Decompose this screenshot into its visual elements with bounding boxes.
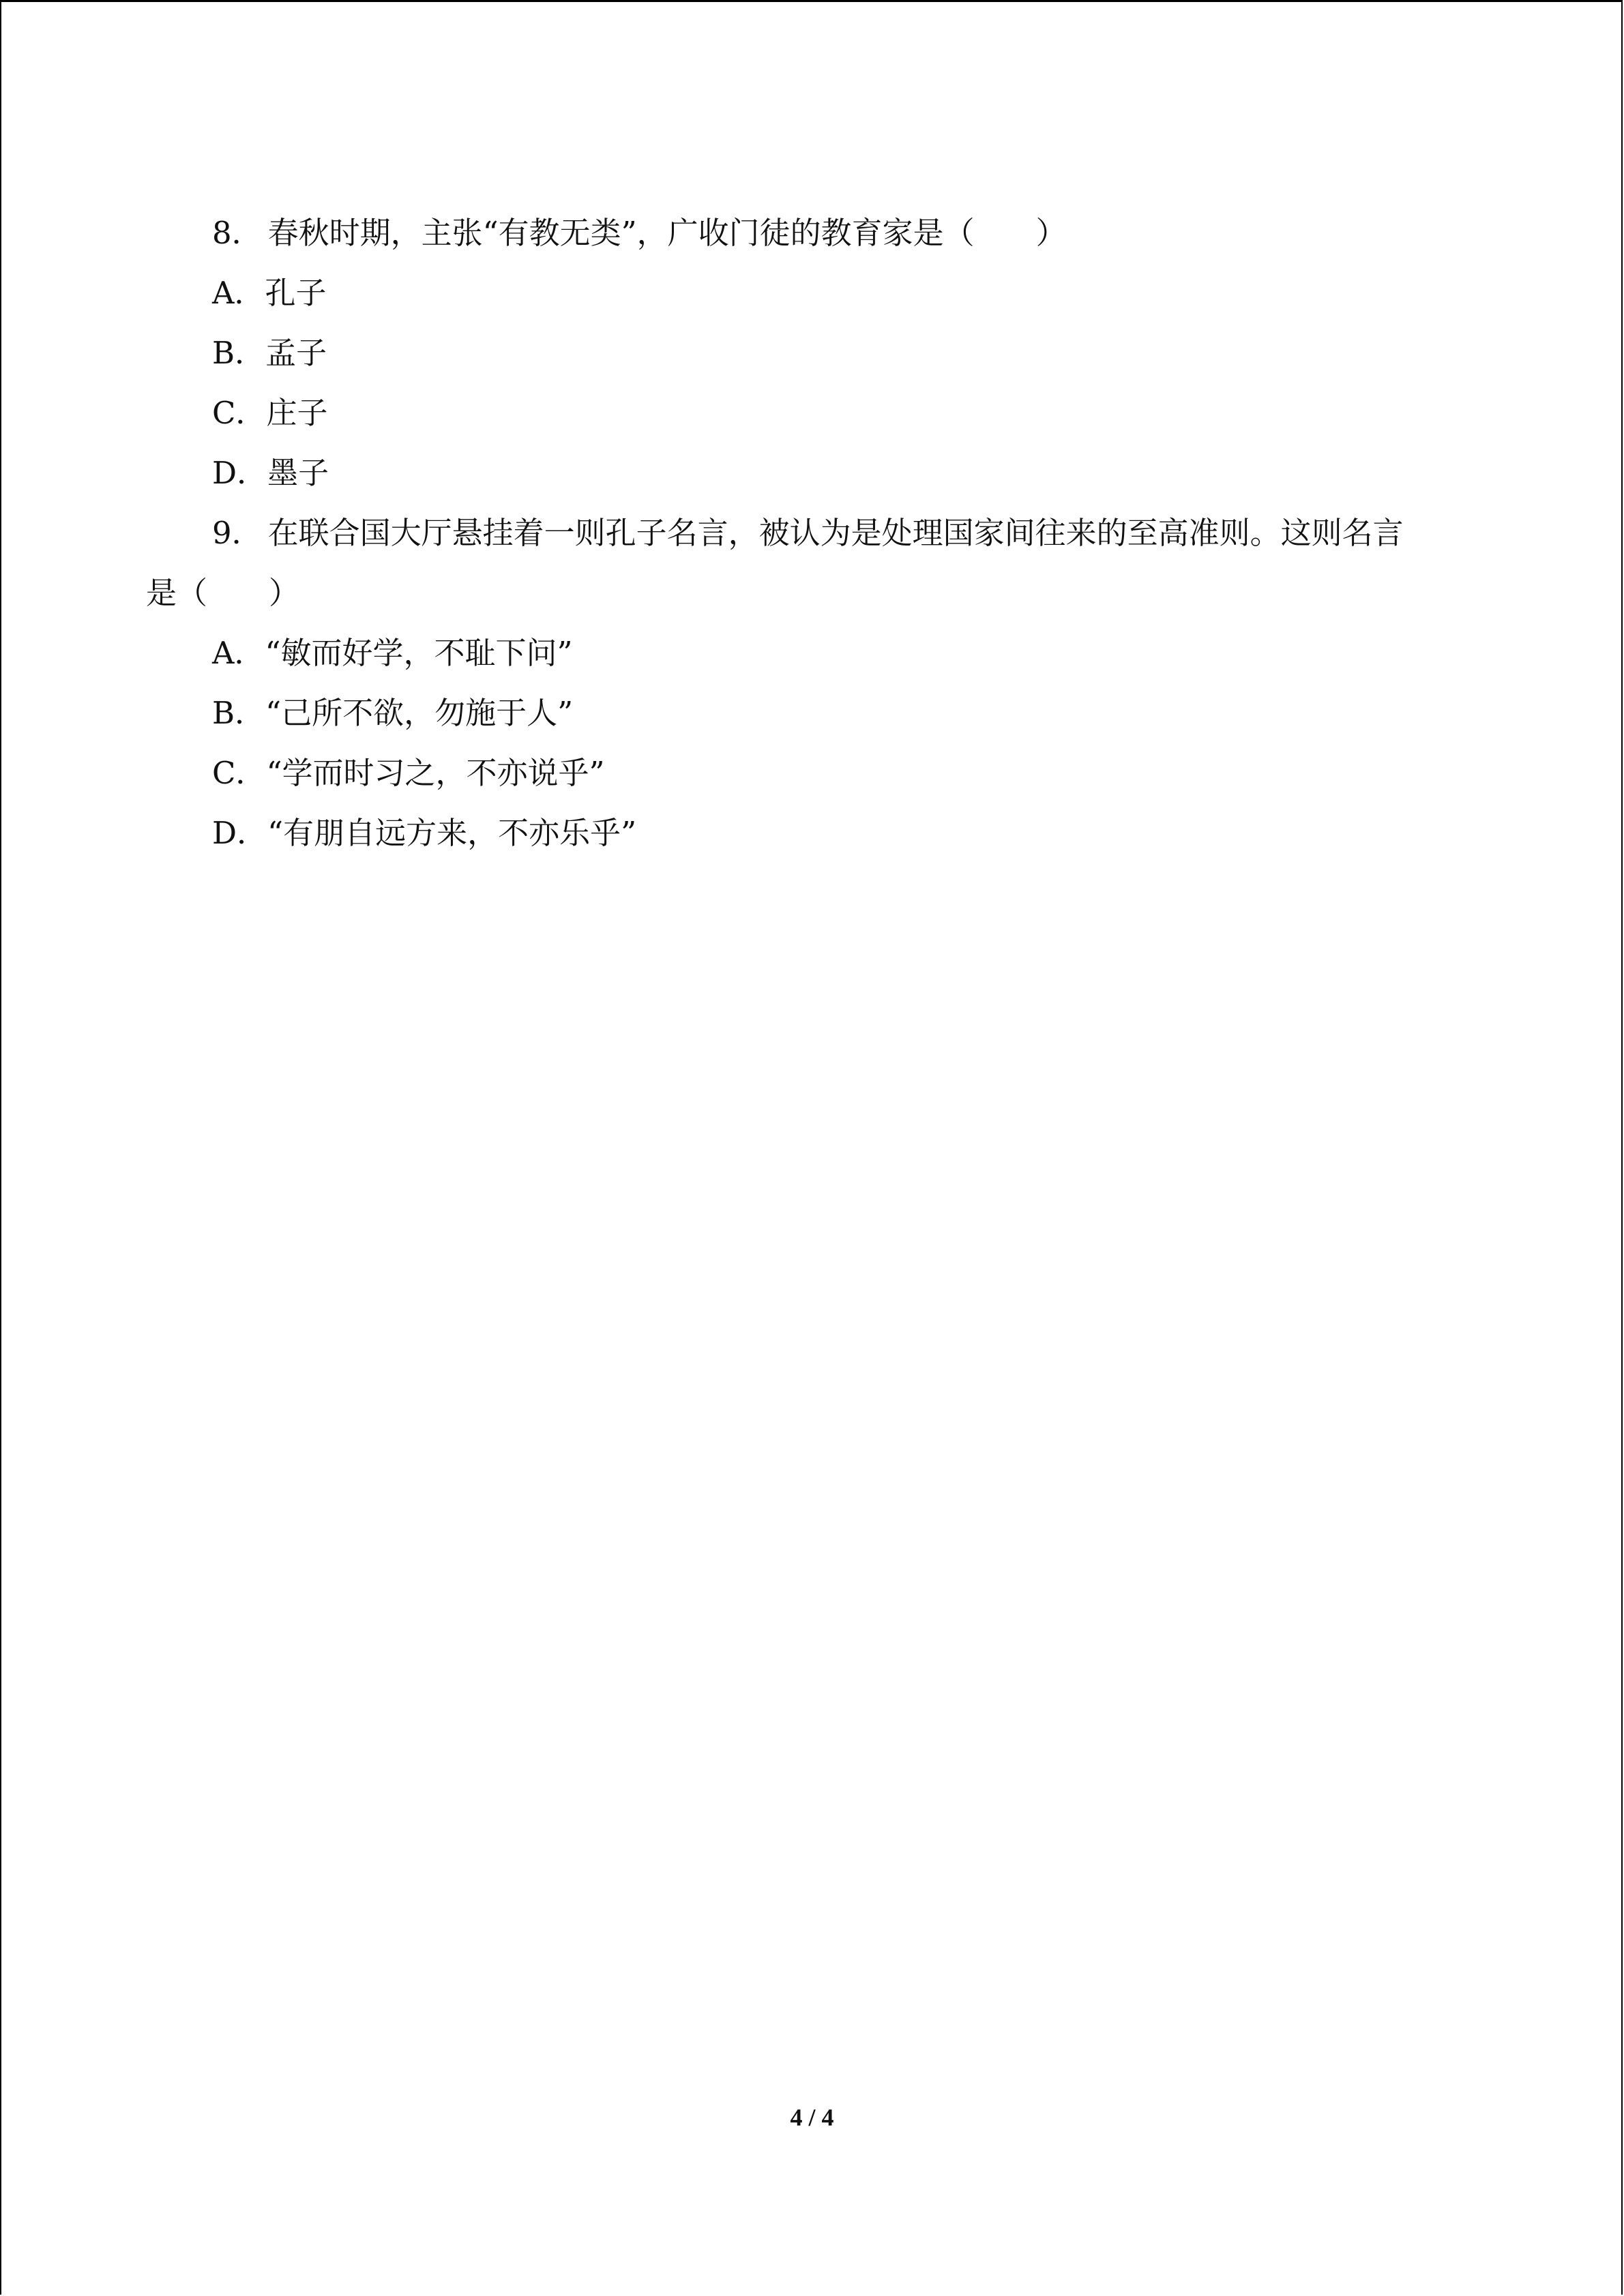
option-text: “学而时习之，不亦说乎”	[266, 755, 605, 791]
option-text: “敏而好学，不耻下问”	[265, 635, 573, 671]
question-stem	[146, 203, 1483, 263]
option-label: C．	[212, 395, 267, 431]
question-number: 8．	[212, 215, 263, 251]
option-label: A．	[212, 275, 265, 311]
question-8	[146, 203, 1483, 503]
question-number: 9．	[212, 515, 263, 551]
option-b[interactable]	[146, 323, 1483, 383]
question-stem-continuation	[146, 563, 1483, 623]
option-label: C．	[212, 755, 267, 791]
page-number: 4 / 4	[790, 2104, 834, 2131]
option-text: 墨子	[267, 455, 329, 491]
option-label: A．	[212, 635, 265, 671]
option-label: B．	[212, 695, 266, 731]
question-stem	[146, 503, 1483, 563]
option-label: D．	[212, 815, 268, 851]
option-text: 孔子	[265, 275, 327, 311]
question-text: 在联合国大厅悬挂着一则孔子名言，被认为是处理国家间往来的至高准则。这则名言	[267, 515, 1404, 551]
option-c[interactable]	[146, 743, 1483, 803]
option-a[interactable]	[146, 263, 1483, 323]
option-d[interactable]	[146, 443, 1483, 503]
option-label: B．	[212, 335, 266, 371]
question-text-continued: 是（ ）	[146, 575, 300, 611]
option-a[interactable]	[146, 623, 1483, 683]
option-d[interactable]	[146, 803, 1483, 863]
option-text: 庄子	[266, 395, 328, 431]
document-body	[146, 203, 1483, 863]
option-b[interactable]	[146, 683, 1483, 743]
option-c[interactable]	[146, 383, 1483, 443]
page-number-footer	[0, 2104, 1624, 2131]
question-9	[146, 503, 1483, 863]
question-text: 春秋时期，主张“有教无类”，广收门徒的教育家是（ ）	[267, 215, 1067, 251]
option-label: D．	[212, 455, 268, 491]
option-text: “己所不欲，勿施于人”	[265, 695, 574, 731]
option-text: “有朋自远方来，不亦乐乎”	[267, 815, 637, 851]
option-text: 孟子	[265, 335, 327, 371]
